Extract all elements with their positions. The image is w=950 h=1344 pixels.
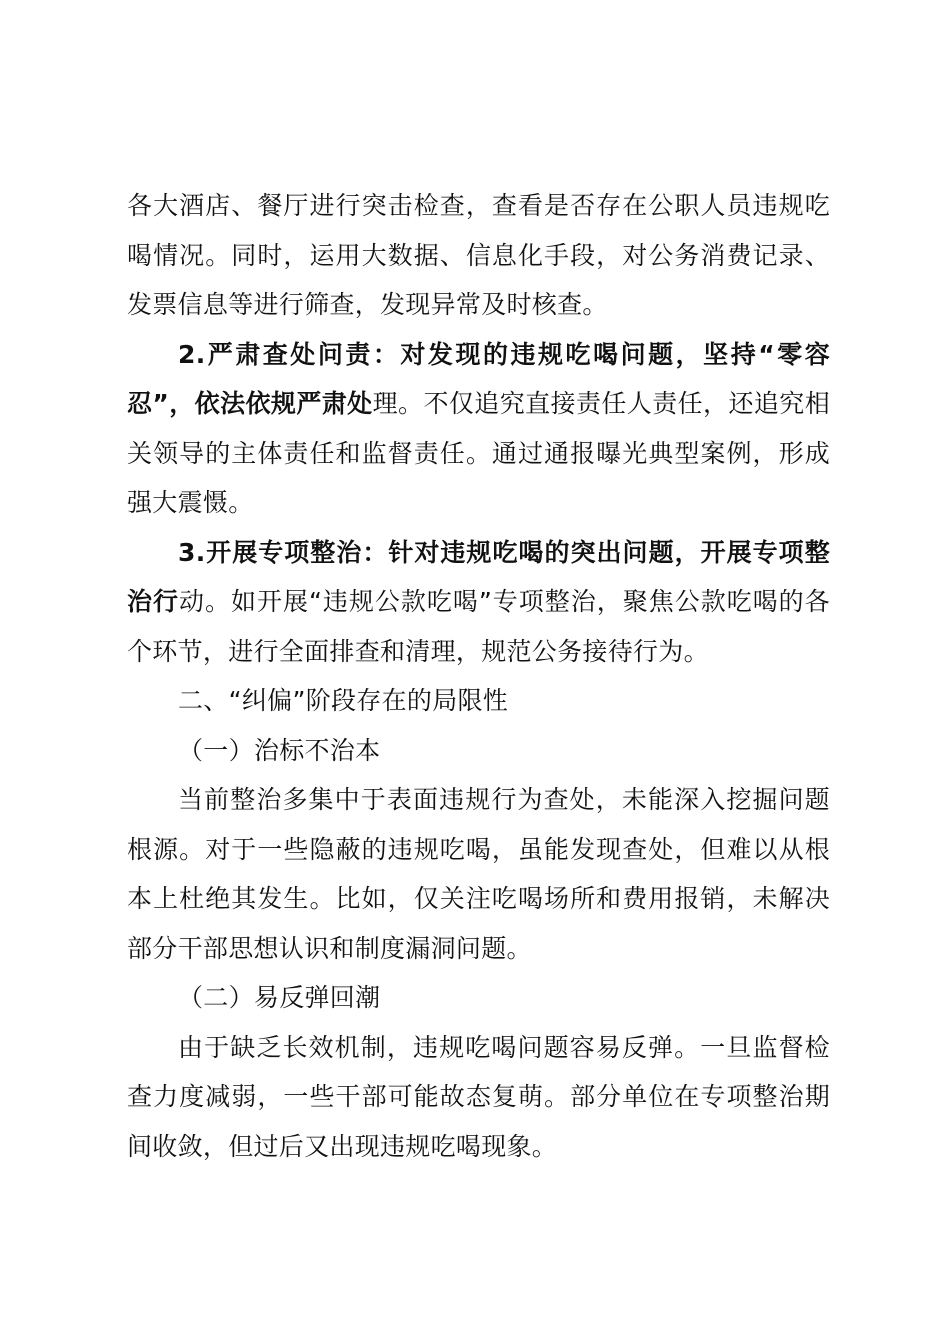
paragraph-text: 各大酒店、餐厅进行突击检查，查看是否存在公职人员违规吃喝情况。同时，运用大数据、信息化手段，对公务消费记录、发票信息等进行筛查，发现异常及时核查。 (127, 191, 830, 319)
bold-lead-text: 3.开展专项整治：针对违规吃喝的突出问题，开展专项整治行 (127, 537, 830, 616)
paragraph-text: 动。如开展“违规公款吃喝”专项整治，聚焦公款吃喝的各个环节，进行全面排查和清理，规范公务接待行为。 (127, 587, 830, 666)
subsection-heading-text: （一）治标不治本 (178, 735, 381, 765)
document-page (127, 181, 830, 1171)
paragraph-symptoms-not-root (127, 775, 830, 973)
subsection-heading-text: （二）易反弹回潮 (178, 983, 381, 1012)
paragraph-text: 当前整治多集中于表面违规行为查处，未能深入挖掘问题根源。对于一些隐蔽的违规吃喝，虽能发现查处，但难以从根本上杜绝其发生。比如，仅关注吃喝场所和费用报销，未解决部分干部思想认识和制度漏洞问题。 (127, 785, 830, 963)
paragraph-investigate-accountability (127, 330, 830, 528)
paragraph-special-rectification (127, 528, 830, 677)
bold-lead-text: 2.严肃查处问责：对发现的违规吃喝问题，坚持“零容忍”，依法依规严肃处 (127, 339, 830, 418)
section-heading-text: 二、“纠偏”阶段存在的局限性 (178, 686, 509, 715)
paragraph-text: 理。不仅追究直接责任人责任，还追究相关领导的主体责任和监督责任。通过通报曝光典型案例，形成强大震慑。 (127, 389, 830, 517)
subsection-heading-2 (127, 973, 830, 1023)
paragraph-text: 由于缺乏长效机制，违规吃喝问题容易反弹。一旦监督检查力度减弱，一些干部可能故态复萌。部分单位在专项整治期间收敛，但过后又出现违规吃喝现象。 (127, 1032, 830, 1161)
paragraph-continuation (127, 181, 830, 330)
paragraph-rebound (127, 1023, 830, 1172)
subsection-heading-1 (127, 726, 830, 776)
section-heading (127, 676, 830, 726)
